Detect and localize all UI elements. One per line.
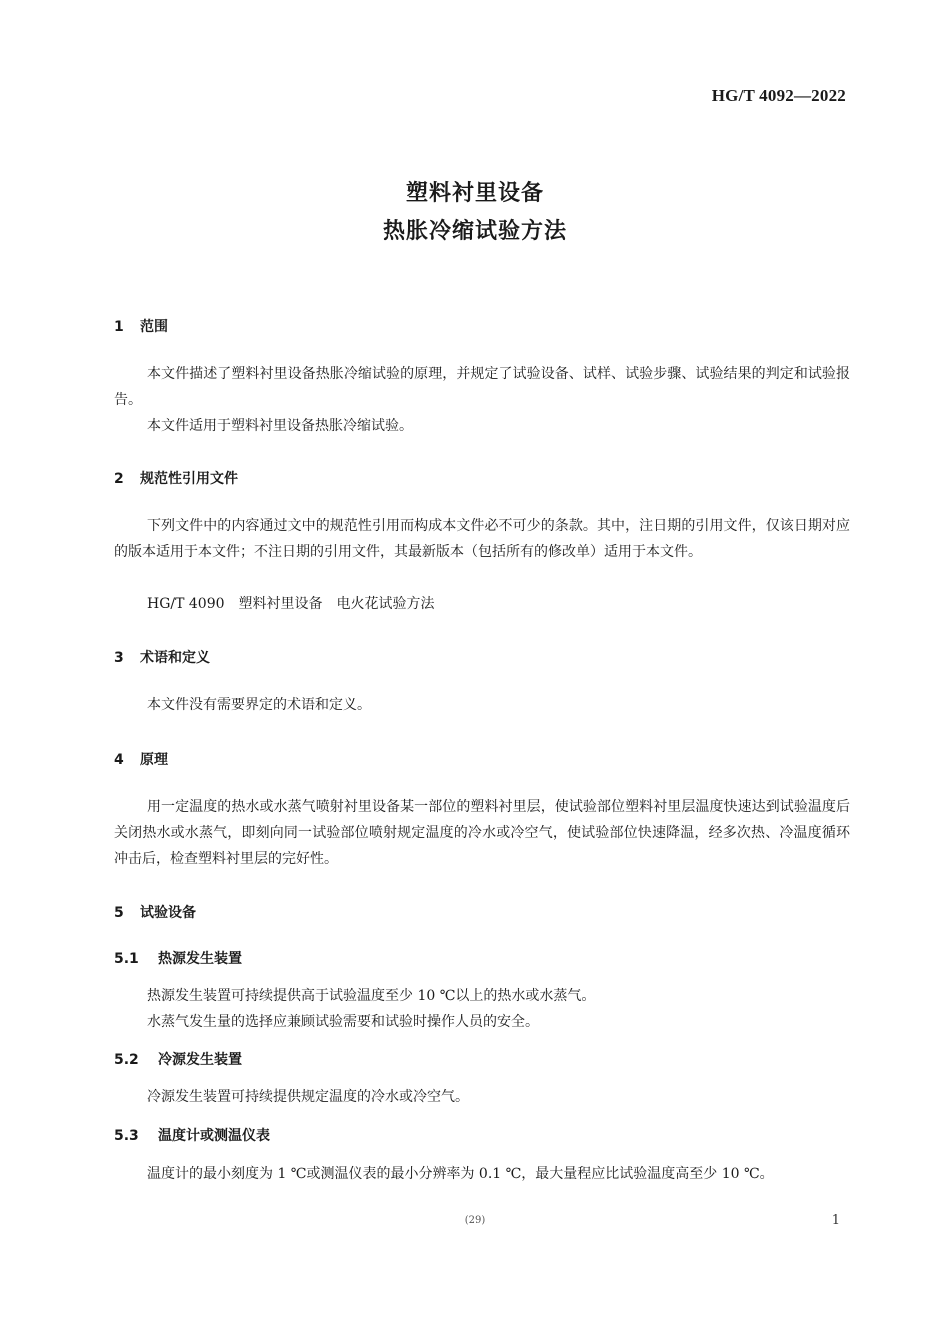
section-2-heading [114, 468, 238, 488]
section-title: 规范性引用文件 [140, 471, 238, 487]
section-1-paragraph-1: 本文件描述了塑料衬里设备热胀冷缩试验的原理，并规定了试验设备、试样、试验步骤、试验结果的判定和试验报告。 [114, 366, 850, 408]
document-title-line-1: 塑料衬里设备 [405, 181, 544, 206]
section-title: 原理 [140, 752, 168, 768]
subsection-5-2-paragraph-1: 冷源发生装置可持续提供规定温度的冷水或冷空气。 [147, 1089, 469, 1105]
section-1-paragraph-2: 本文件适用于塑料衬里设备热胀冷缩试验。 [147, 418, 413, 434]
subsection-5-1-heading [114, 948, 242, 968]
section-3-paragraph-1: 本文件没有需要界定的术语和定义。 [147, 697, 371, 713]
section-5-heading [114, 902, 196, 922]
section-1-heading [114, 316, 168, 336]
page-number: 1 [831, 1213, 840, 1228]
section-number: 2 [114, 471, 124, 487]
subsection-5-3-heading [114, 1125, 270, 1145]
section-2-paragraph-1: 下列文件中的内容通过文中的规范性引用而构成本文件必不可少的条款。其中，注日期的引用文件，仅该日期对应的版本适用于本文件；不注日期的引用文件，其最新版本（包括所有的修改单）适用于本文件。 [114, 518, 850, 560]
normative-reference-item: HG/T 4090 塑料衬里设备 电火花试验方法 [147, 596, 435, 612]
section-4-heading [114, 749, 168, 769]
subsection-5-1-paragraph-1: 热源发生装置可持续提供高于试验温度至少 10 ℃以上的热水或水蒸气。 [147, 988, 596, 1004]
subsection-number: 5.1 [114, 951, 139, 967]
subsection-title: 冷源发生装置 [158, 1052, 242, 1068]
subsection-number: 5.3 [114, 1128, 139, 1144]
section-number: 5 [114, 905, 124, 921]
section-number: 3 [114, 650, 124, 666]
document-title-line-2: 热胀冷缩试验方法 [382, 219, 567, 244]
section-number: 4 [114, 752, 124, 768]
section-3-heading [114, 647, 210, 667]
subsection-5-3-paragraph-1: 温度计的最小刻度为 1 ℃或测温仪表的最小分辨率为 0.1 ℃，最大量程应比试验温度高至少 10 ℃。 [147, 1166, 774, 1182]
subsection-title: 热源发生装置 [158, 951, 242, 967]
subsection-title: 温度计或测温仪表 [158, 1128, 270, 1144]
section-number: 1 [114, 319, 124, 335]
subsection-number: 5.2 [114, 1052, 139, 1068]
subsection-5-2-heading [114, 1049, 242, 1069]
section-title: 范围 [140, 319, 168, 335]
section-title: 试验设备 [140, 905, 196, 921]
standard-code: HG/T 4092—2022 [711, 86, 846, 105]
section-title: 术语和定义 [140, 650, 210, 666]
page-marker: (29) [464, 1215, 486, 1226]
section-4-paragraph-1: 用一定温度的热水或水蒸气喷射衬里设备某一部位的塑料衬里层，使试验部位塑料衬里层温度快速达到试验温度后关闭热水或水蒸气，即刻向同一试验部位喷射规定温度的冷水或冷空气，使试验部位快速降温，经多次热、冷温度循环冲击后，检查塑料衬里层的完好性。 [114, 799, 850, 867]
subsection-5-1-paragraph-2: 水蒸气发生量的选择应兼顾试验需要和试验时操作人员的安全。 [147, 1014, 539, 1030]
